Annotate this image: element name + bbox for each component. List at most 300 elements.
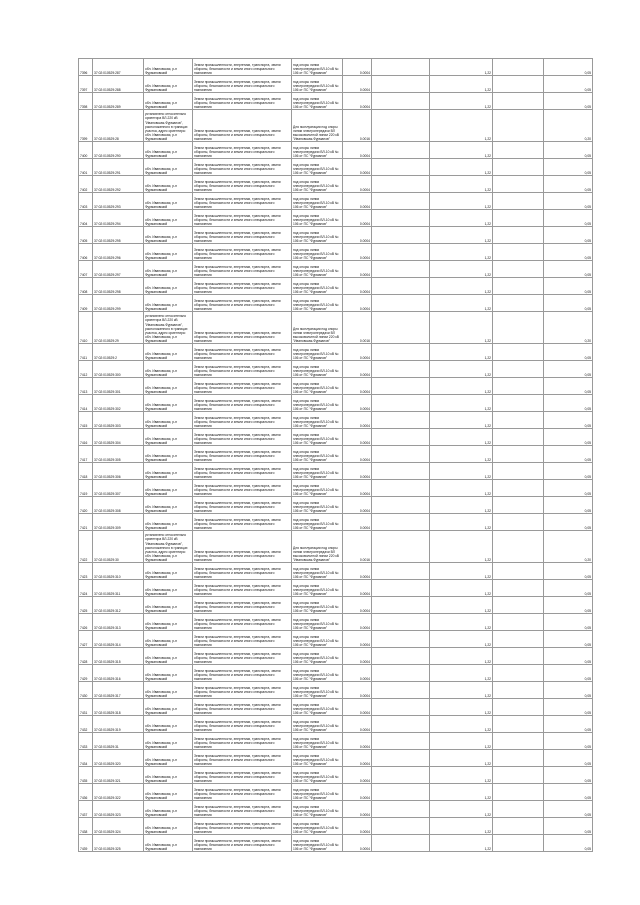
total-value: 0,05 (544, 227, 593, 244)
land-category: Земли промышленности, энергетики, транспорта, земли обороны, безопасности и земли иного специального назначения (193, 261, 292, 278)
area-value: 0.0004 (343, 210, 372, 227)
cadastral-number: 37:02:010529:299 (93, 295, 144, 312)
total-value: 0,05 (544, 261, 593, 278)
land-category: Земли промышленности, энергетики, транспорта, земли обороны, безопасности и земли иного специального назначения (193, 514, 292, 531)
area-value: 0.0004 (343, 631, 372, 648)
empty-cell (493, 361, 544, 378)
land-category: Земли промышленности, энергетики, транспорта, земли обороны, безопасности и земли иного специального назначения (193, 818, 292, 835)
table-row (79, 193, 593, 210)
row-number: 7424 (79, 580, 93, 597)
address: обл. Ивановская, р-н Фурмановский (144, 818, 193, 835)
empty-cell (372, 614, 430, 631)
empty-cell (493, 597, 544, 614)
land-category: Земли промышленности, энергетики, транспорта, земли обороны, безопасности и земли иного специального назначения (193, 733, 292, 750)
table-row (79, 210, 593, 227)
empty-cell (493, 344, 544, 361)
permitted-use: Для эксплуатации под опоры линии электропередачи ВЛ высоковольтной линии 220 кВ "Ивановская-Фурманов" (292, 531, 343, 563)
empty-cell (493, 580, 544, 597)
permitted-use: под опоры линии электропередачи ВЛ-10 кВ № 106 от ПС "Фурманов" (292, 412, 343, 429)
cadastral-number: 37:02:010529:290 (93, 142, 144, 159)
cadastral-number: 37:02:010529:303 (93, 412, 144, 429)
rate-value: 1,22 (430, 682, 493, 699)
area-value: 0.0004 (343, 295, 372, 312)
row-number: 7404 (79, 210, 93, 227)
rate-value: 1,22 (430, 597, 493, 614)
total-value: 0,05 (544, 395, 593, 412)
total-value: 0,05 (544, 597, 593, 614)
table-row (79, 733, 593, 750)
empty-cell (493, 76, 544, 93)
rate-value: 1,22 (430, 378, 493, 395)
address: обл. Ивановская, р-н Фурмановский (144, 59, 193, 76)
rate-value: 1,22 (430, 193, 493, 210)
empty-cell (493, 784, 544, 801)
land-category: Земли промышленности, энергетики, транспорта, земли обороны, безопасности и земли иного специального назначения (193, 580, 292, 597)
empty-cell (372, 580, 430, 597)
land-category: Земли промышленности, энергетики, транспорта, земли обороны, безопасности и земли иного специального назначения (193, 295, 292, 312)
address: обл. Ивановская, р-н Фурмановский (144, 159, 193, 176)
empty-cell (493, 648, 544, 665)
area-value: 0.0004 (343, 412, 372, 429)
total-value: 0,05 (544, 159, 593, 176)
cadastral-number: 37:02:010529:315 (93, 648, 144, 665)
cadastral-number: 37:02:010529:316 (93, 665, 144, 682)
address: обл. Ивановская, р-н Фурмановский (144, 76, 193, 93)
empty-cell (372, 412, 430, 429)
row-number: 7428 (79, 648, 93, 665)
empty-cell (372, 227, 430, 244)
cadastral-number: 37:02:010529:314 (93, 631, 144, 648)
table-row (79, 176, 593, 193)
row-number: 7435 (79, 767, 93, 784)
address: обл. Ивановская, р-н Фурмановский (144, 344, 193, 361)
area-value: 0.0004 (343, 818, 372, 835)
permitted-use: под опоры линии электропередачи ВЛ-10 кВ № 106 от ПС "Фурманов" (292, 76, 343, 93)
row-number: 7414 (79, 395, 93, 412)
row-number: 7406 (79, 244, 93, 261)
empty-cell (493, 93, 544, 110)
table-row (79, 76, 593, 93)
empty-cell (493, 497, 544, 514)
empty-cell (372, 278, 430, 295)
empty-cell (372, 295, 430, 312)
table-row (79, 244, 593, 261)
address: обл. Ивановская, р-н Фурмановский (144, 699, 193, 716)
row-number: 7397 (79, 76, 93, 93)
empty-cell (493, 682, 544, 699)
rate-value: 1,22 (430, 835, 493, 852)
area-value: 0.0004 (343, 665, 372, 682)
land-category: Земли промышленности, энергетики, транспорта, земли обороны, безопасности и земли иного специального назначения (193, 412, 292, 429)
row-number: 7436 (79, 784, 93, 801)
land-category: Земли промышленности, энергетики, транспорта, земли обороны, безопасности и земли иного специального назначения (193, 801, 292, 818)
permitted-use: под опоры линии электропередачи ВЛ-10 кВ № 106 от ПС "Фурманов" (292, 295, 343, 312)
table-row (79, 531, 593, 563)
cadastral-number: 37:02:010529:325 (93, 835, 144, 852)
cadastral-number: 37:02:010529:307 (93, 480, 144, 497)
rate-value: 1,22 (430, 210, 493, 227)
land-category: Земли промышленности, энергетики, транспорта, земли обороны, безопасности и земли иного специального назначения (193, 344, 292, 361)
table-row (79, 818, 593, 835)
empty-cell (372, 480, 430, 497)
empty-cell (372, 699, 430, 716)
land-category: Земли промышленности, энергетики, транспорта, земли обороны, безопасности и земли иного специального назначения (193, 244, 292, 261)
address: обл. Ивановская, р-н Фурмановский (144, 682, 193, 699)
row-number: 7423 (79, 563, 93, 580)
empty-cell (372, 682, 430, 699)
address: обл. Ивановская, р-н Фурмановский (144, 614, 193, 631)
permitted-use: под опоры линии электропередачи ВЛ-10 кВ № 106 от ПС "Фурманов" (292, 142, 343, 159)
empty-cell (493, 59, 544, 76)
permitted-use: под опоры линии электропередачи ВЛ-10 кВ № 106 от ПС "Фурманов" (292, 361, 343, 378)
rate-value: 1,22 (430, 631, 493, 648)
table-row (79, 597, 593, 614)
row-number: 7434 (79, 750, 93, 767)
table-row (79, 784, 593, 801)
empty-cell (372, 716, 430, 733)
address: обл. Ивановская, р-н Фурмановский (144, 648, 193, 665)
row-number: 7439 (79, 835, 93, 852)
area-value: 0.0004 (343, 801, 372, 818)
total-value: 0,20 (544, 531, 593, 563)
land-category: Земли промышленности, энергетики, транспорта, земли обороны, безопасности и земли иного специального назначения (193, 142, 292, 159)
area-value: 0.0004 (343, 767, 372, 784)
area-value: 0.0004 (343, 597, 372, 614)
total-value: 0,05 (544, 480, 593, 497)
rate-value: 1,22 (430, 244, 493, 261)
empty-cell (493, 412, 544, 429)
rate-value: 1,22 (430, 480, 493, 497)
empty-cell (493, 261, 544, 278)
area-value: 0.0004 (343, 76, 372, 93)
row-number: 7399 (79, 110, 93, 142)
empty-cell (372, 378, 430, 395)
row-number: 7408 (79, 278, 93, 295)
rate-value: 1,22 (430, 429, 493, 446)
empty-cell (372, 531, 430, 563)
permitted-use: под опоры линии электропередачи ВЛ-10 кВ № 106 от ПС "Фурманов" (292, 631, 343, 648)
permitted-use: под опоры линии электропередачи ВЛ-10 кВ № 106 от ПС "Фурманов" (292, 563, 343, 580)
area-value: 0.0004 (343, 193, 372, 210)
rate-value: 1,22 (430, 412, 493, 429)
cadastral-number: 37:02:010529:324 (93, 818, 144, 835)
row-number: 7415 (79, 412, 93, 429)
land-category: Земли промышленности, энергетики, транспорта, земли обороны, безопасности и земли иного специального назначения (193, 446, 292, 463)
total-value: 0,05 (544, 344, 593, 361)
total-value: 0,20 (544, 110, 593, 142)
empty-cell (372, 835, 430, 852)
rate-value: 1,22 (430, 801, 493, 818)
cadastral-number: 37:02:010529:294 (93, 210, 144, 227)
empty-cell (493, 631, 544, 648)
permitted-use: под опоры линии электропередачи ВЛ-10 кВ № 106 от ПС "Фурманов" (292, 93, 343, 110)
cadastral-number: 37:02:010529:318 (93, 699, 144, 716)
land-category: Земли промышленности, энергетики, транспорта, земли обороны, безопасности и земли иного специального назначения (193, 93, 292, 110)
total-value: 0,05 (544, 614, 593, 631)
total-value: 0,05 (544, 784, 593, 801)
permitted-use: под опоры линии электропередачи ВЛ-10 кВ № 106 от ПС "Фурманов" (292, 378, 343, 395)
address: обл. Ивановская, р-н Фурмановский (144, 497, 193, 514)
empty-cell (493, 699, 544, 716)
rate-value: 1,22 (430, 261, 493, 278)
table-row (79, 278, 593, 295)
land-category: Земли промышленности, энергетики, транспорта, земли обороны, безопасности и земли иного специального назначения (193, 716, 292, 733)
row-number: 7420 (79, 497, 93, 514)
address: обл. Ивановская, р-н Фурмановский (144, 563, 193, 580)
row-number: 7416 (79, 429, 93, 446)
total-value: 0,05 (544, 244, 593, 261)
empty-cell (493, 767, 544, 784)
empty-cell (493, 716, 544, 733)
empty-cell (372, 429, 430, 446)
table-row (79, 631, 593, 648)
permitted-use: под опоры линии электропередачи ВЛ-10 кВ № 106 от ПС "Фурманов" (292, 463, 343, 480)
table-row (79, 344, 593, 361)
total-value: 0,05 (544, 93, 593, 110)
address: обл. Ивановская, р-н Фурмановский (144, 446, 193, 463)
land-category: Земли промышленности, энергетики, транспорта, земли обороны, безопасности и земли иного специального назначения (193, 648, 292, 665)
rate-value: 1,22 (430, 227, 493, 244)
cadastral-number: 37:02:010529:311 (93, 580, 144, 597)
rate-value: 1,22 (430, 278, 493, 295)
cadastral-number: 37:02:010529:31 (93, 733, 144, 750)
cadastral-number: 37:02:010529:313 (93, 614, 144, 631)
rate-value: 1,22 (430, 93, 493, 110)
row-number: 7429 (79, 665, 93, 682)
cadastral-number: 37:02:010529:301 (93, 378, 144, 395)
table-row (79, 312, 593, 344)
table-row (79, 142, 593, 159)
total-value: 0,05 (544, 699, 593, 716)
total-value: 0,05 (544, 716, 593, 733)
empty-cell (372, 142, 430, 159)
cadastral-number: 37:02:010529:321 (93, 767, 144, 784)
rate-value: 1,22 (430, 699, 493, 716)
empty-cell (372, 514, 430, 531)
address: обл. Ивановская, р-н Фурмановский (144, 193, 193, 210)
area-value: 0.0004 (343, 835, 372, 852)
address: обл. Ивановская, р-н Фурмановский (144, 597, 193, 614)
table-row (79, 497, 593, 514)
empty-cell (493, 446, 544, 463)
cadastral-number: 37:02:010529:317 (93, 682, 144, 699)
empty-cell (493, 210, 544, 227)
area-value: 0.0004 (343, 159, 372, 176)
rate-value: 1,22 (430, 750, 493, 767)
address: обл. Ивановская, р-н Фурмановский (144, 176, 193, 193)
area-value: 0.0004 (343, 176, 372, 193)
table-row (79, 750, 593, 767)
cadastral-number: 37:02:010529:29 (93, 312, 144, 344)
cadastral-number: 37:02:010529:309 (93, 514, 144, 531)
land-category: Земли промышленности, энергетики, транспорта, земли обороны, безопасности и земли иного специального назначения (193, 278, 292, 295)
row-number: 7433 (79, 733, 93, 750)
area-value: 0.0004 (343, 563, 372, 580)
cadastral-number: 37:02:010529:302 (93, 395, 144, 412)
permitted-use: под опоры линии электропередачи ВЛ-10 кВ № 106 от ПС "Фурманов" (292, 716, 343, 733)
land-category: Земли промышленности, энергетики, транспорта, земли обороны, безопасности и земли иного специального назначения (193, 497, 292, 514)
row-number: 7425 (79, 597, 93, 614)
empty-cell (372, 784, 430, 801)
empty-cell (372, 344, 430, 361)
empty-cell (372, 159, 430, 176)
permitted-use: под опоры линии электропередачи ВЛ-10 кВ № 106 от ПС "Фурманов" (292, 244, 343, 261)
area-value: 0.0004 (343, 227, 372, 244)
cadastral-number: 37:02:010529:322 (93, 784, 144, 801)
cadastral-number: 37:02:010529:296 (93, 244, 144, 261)
rate-value: 1,22 (430, 580, 493, 597)
empty-cell (372, 244, 430, 261)
area-value: 0.0004 (343, 682, 372, 699)
total-value: 0,05 (544, 818, 593, 835)
row-number: 7427 (79, 631, 93, 648)
permitted-use: под опоры линии электропередачи ВЛ-10 кВ № 106 от ПС "Фурманов" (292, 750, 343, 767)
rate-value: 1,22 (430, 531, 493, 563)
empty-cell (372, 665, 430, 682)
area-value: 0.0004 (343, 395, 372, 412)
row-number: 7430 (79, 682, 93, 699)
empty-cell (372, 733, 430, 750)
permitted-use: под опоры линии электропередачи ВЛ-10 кВ № 106 от ПС "Фурманов" (292, 176, 343, 193)
land-category: Земли промышленности, энергетики, транспорта, земли обороны, безопасности и земли иного специального назначения (193, 176, 292, 193)
empty-cell (493, 614, 544, 631)
empty-cell (372, 818, 430, 835)
table-row (79, 395, 593, 412)
cadastral-number: 37:02:010529:300 (93, 361, 144, 378)
total-value: 0,05 (544, 750, 593, 767)
land-category: Земли промышленности, энергетики, транспорта, земли обороны, безопасности и земли иного специального назначения (193, 76, 292, 93)
land-category: Земли промышленности, энергетики, транспорта, земли обороны, безопасности и земли иного специального назначения (193, 429, 292, 446)
permitted-use: под опоры линии электропередачи ВЛ-10 кВ № 106 от ПС "Фурманов" (292, 699, 343, 716)
row-number: 7437 (79, 801, 93, 818)
total-value: 0,05 (544, 682, 593, 699)
row-number: 7438 (79, 818, 93, 835)
address: обл. Ивановская, р-н Фурмановский (144, 244, 193, 261)
total-value: 0,05 (544, 463, 593, 480)
address: обл. Ивановская, р-н Фурмановский (144, 93, 193, 110)
total-value: 0,05 (544, 378, 593, 395)
permitted-use: под опоры линии электропередачи ВЛ-10 кВ № 106 от ПС "Фурманов" (292, 429, 343, 446)
rate-value: 1,22 (430, 176, 493, 193)
address: обл. Ивановская, р-н Фурмановский (144, 801, 193, 818)
table-row (79, 835, 593, 852)
table-row (79, 110, 593, 142)
row-number: 7396 (79, 59, 93, 76)
table-row (79, 295, 593, 312)
empty-cell (493, 531, 544, 563)
address: обл. Ивановская, р-н Фурмановский (144, 580, 193, 597)
land-category: Земли промышленности, энергетики, транспорта, земли обороны, безопасности и земли иного специального назначения (193, 682, 292, 699)
rate-value: 1,22 (430, 818, 493, 835)
empty-cell (493, 142, 544, 159)
permitted-use: под опоры линии электропередачи ВЛ-10 кВ № 106 от ПС "Фурманов" (292, 597, 343, 614)
empty-cell (372, 597, 430, 614)
table-row (79, 665, 593, 682)
total-value: 0,05 (544, 193, 593, 210)
area-value: 0.0004 (343, 93, 372, 110)
empty-cell (372, 176, 430, 193)
area-value: 0.0004 (343, 648, 372, 665)
row-number: 7398 (79, 93, 93, 110)
permitted-use: под опоры линии электропередачи ВЛ-10 кВ № 106 от ПС "Фурманов" (292, 480, 343, 497)
empty-cell (493, 733, 544, 750)
row-number: 7422 (79, 531, 93, 563)
address: обл. Ивановская, р-н Фурмановский (144, 227, 193, 244)
table-row (79, 716, 593, 733)
address: обл. Ивановская, р-н Фурмановский (144, 361, 193, 378)
empty-cell (493, 514, 544, 531)
empty-cell (493, 665, 544, 682)
empty-cell (493, 801, 544, 818)
rate-value: 1,22 (430, 295, 493, 312)
empty-cell (372, 261, 430, 278)
address: обл. Ивановская, р-н Фурмановский (144, 261, 193, 278)
row-number: 7412 (79, 361, 93, 378)
empty-cell (493, 295, 544, 312)
land-category: Земли промышленности, энергетики, транспорта, земли обороны, безопасности и земли иного специального назначения (193, 110, 292, 142)
cadastral-number: 37:02:010529:306 (93, 463, 144, 480)
address: установлено относительно ориентира ВЛ-220 кВ "Ивановская-Фурманов", расположенного в границах участка, адрес ориентира: обл. Ивановская, р-н Фурмановский (144, 110, 193, 142)
cadastral-number: 37:02:010529:320 (93, 750, 144, 767)
address: обл. Ивановская, р-н Фурмановский (144, 378, 193, 395)
cadastral-number: 37:02:010529:308 (93, 497, 144, 514)
area-value: 0.0004 (343, 361, 372, 378)
total-value: 0,05 (544, 361, 593, 378)
empty-cell (493, 110, 544, 142)
total-value: 0,05 (544, 142, 593, 159)
total-value: 0,05 (544, 412, 593, 429)
total-value: 0,05 (544, 648, 593, 665)
empty-cell (493, 193, 544, 210)
land-category: Земли промышленности, энергетики, транспорта, земли обороны, безопасности и земли иного специального назначения (193, 159, 292, 176)
empty-cell (493, 480, 544, 497)
land-category: Земли промышленности, энергетики, транспорта, земли обороны, безопасности и земли иного специального назначения (193, 767, 292, 784)
land-category: Земли промышленности, энергетики, транспорта, земли обороны, безопасности и земли иного специального назначения (193, 395, 292, 412)
rate-value: 1,22 (430, 716, 493, 733)
cadastral-number: 37:02:010529:323 (93, 801, 144, 818)
address: установлено относительно ориентира ВЛ-220 кВ "Ивановская-Фурманов", расположенного в границах участка, адрес ориентира: обл. Ивановская, р-н Фурмановский (144, 312, 193, 344)
row-number: 7401 (79, 159, 93, 176)
empty-cell (372, 648, 430, 665)
row-number: 7421 (79, 514, 93, 531)
address: обл. Ивановская, р-н Фурмановский (144, 750, 193, 767)
row-number: 7417 (79, 446, 93, 463)
row-number: 7403 (79, 193, 93, 210)
cadastral-number: 37:02:010529:295 (93, 227, 144, 244)
table-row (79, 514, 593, 531)
cadastral-number: 37:02:010529:305 (93, 446, 144, 463)
empty-cell (493, 159, 544, 176)
total-value: 0,05 (544, 278, 593, 295)
row-number: 7418 (79, 463, 93, 480)
address: обл. Ивановская, р-н Фурмановский (144, 784, 193, 801)
cadastral-number: 37:02:010529:291 (93, 159, 144, 176)
total-value: 0,05 (544, 665, 593, 682)
address: обл. Ивановская, р-н Фурмановский (144, 429, 193, 446)
cadastral-number: 37:02:010529:288 (93, 76, 144, 93)
land-category: Земли промышленности, энергетики, транспорта, земли обороны, безопасности и земли иного специального назначения (193, 312, 292, 344)
area-value: 0.0004 (343, 278, 372, 295)
address: обл. Ивановская, р-н Фурмановский (144, 665, 193, 682)
total-value: 0,05 (544, 733, 593, 750)
table-row (79, 446, 593, 463)
rate-value: 1,22 (430, 312, 493, 344)
rate-value: 1,22 (430, 665, 493, 682)
empty-cell (493, 378, 544, 395)
empty-cell (493, 463, 544, 480)
cadastral-number: 37:02:010529:292 (93, 176, 144, 193)
table-row (79, 93, 593, 110)
